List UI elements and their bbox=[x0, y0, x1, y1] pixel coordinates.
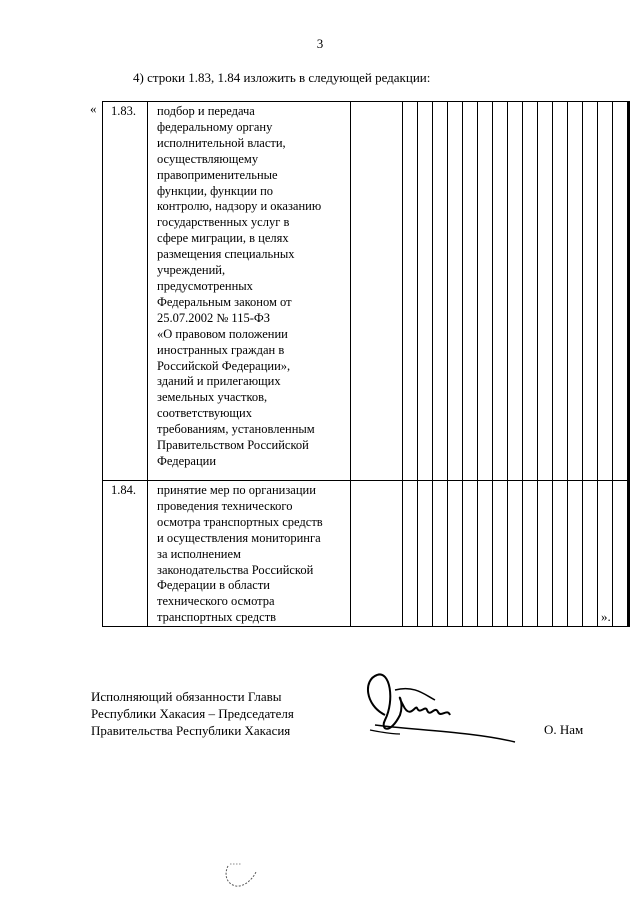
empty-cell bbox=[629, 481, 630, 627]
empty-cell bbox=[351, 102, 403, 481]
empty-cell bbox=[493, 481, 508, 627]
signer-name: О. Нам bbox=[544, 722, 584, 737]
empty-cell bbox=[448, 102, 463, 481]
empty-cell bbox=[538, 102, 553, 481]
empty-cell bbox=[553, 102, 568, 481]
empty-cell bbox=[448, 481, 463, 627]
empty-cell bbox=[418, 102, 433, 481]
empty-cell bbox=[418, 481, 433, 627]
empty-cell bbox=[508, 102, 523, 481]
amendment-table bbox=[102, 101, 630, 627]
closing-quote: ». bbox=[601, 609, 611, 624]
empty-cell bbox=[403, 481, 418, 627]
empty-cell bbox=[403, 102, 418, 481]
row-number: 1.83. bbox=[103, 102, 148, 481]
empty-cell bbox=[568, 481, 583, 627]
empty-cell bbox=[613, 481, 628, 627]
empty-cell bbox=[433, 102, 448, 481]
opening-quote: « bbox=[90, 101, 97, 116]
empty-cell bbox=[553, 481, 568, 627]
empty-cell bbox=[508, 481, 523, 627]
empty-cell bbox=[583, 481, 598, 627]
table-row bbox=[103, 102, 630, 481]
page-number: 3 bbox=[316, 36, 324, 51]
row-description: принятие мер по организации проведения технического осмотра транспортных средств и осуществления мониторинга за исполнением законодательства Российской Федерации в области технического осмотра транспортных средств bbox=[148, 481, 351, 627]
amendment-intro: 4) строки 1.83, 1.84 изложить в следующей редакции: bbox=[133, 70, 431, 85]
table-row bbox=[103, 481, 630, 627]
empty-cell bbox=[613, 102, 628, 481]
handwritten-signature bbox=[355, 660, 525, 755]
empty-cell bbox=[463, 481, 478, 627]
row-number: 1.84. bbox=[103, 481, 148, 627]
row-description: подбор и передача федеральному органу исполнительной власти, осуществляющему правоприменительные функции, функции по контролю, надзору и оказанию государственных услуг в сфере миграции, в целях размещения специальных учреждений, предусмотренных Федеральным законом от 25.07.2002 № 115-ФЗ «О правовом положении иностранных граждан в Российской Федерации», зданий и прилегающих земельных участков, соответствующих требованиям, установленным Правительством Российской Федерации bbox=[148, 102, 351, 481]
empty-cell bbox=[598, 102, 613, 481]
empty-cell bbox=[433, 481, 448, 627]
empty-cell bbox=[478, 481, 493, 627]
empty-cell bbox=[478, 102, 493, 481]
empty-cell bbox=[463, 102, 478, 481]
empty-cell bbox=[629, 102, 630, 481]
empty-cell bbox=[351, 481, 403, 627]
empty-cell bbox=[568, 102, 583, 481]
empty-cell bbox=[493, 102, 508, 481]
empty-cell bbox=[598, 481, 613, 627]
empty-cell bbox=[523, 481, 538, 627]
empty-cell bbox=[583, 102, 598, 481]
empty-cell bbox=[538, 481, 553, 627]
initials-mark bbox=[222, 862, 262, 890]
empty-cell bbox=[523, 102, 538, 481]
signatory-title: Исполняющий обязанности Главы Республики Хакасия – Председателя Правительства Республики Хакасия bbox=[91, 689, 294, 738]
